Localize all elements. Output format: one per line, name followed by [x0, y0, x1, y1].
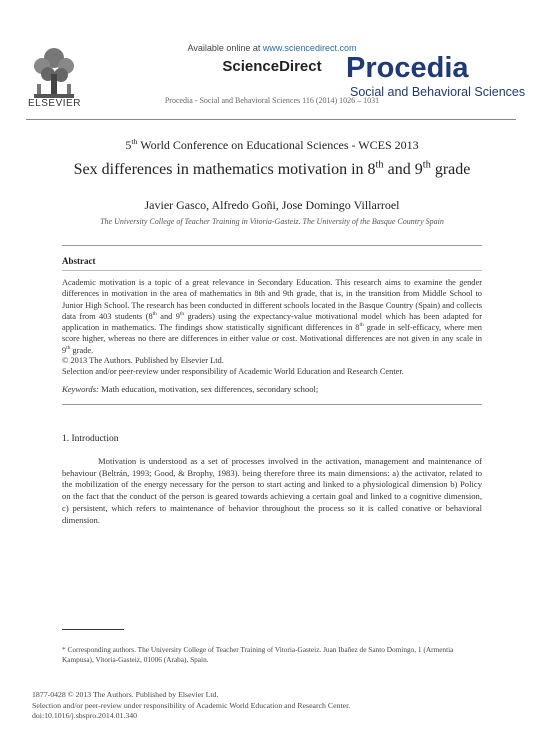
header-divider	[26, 119, 516, 120]
abstract-top-rule	[62, 245, 482, 246]
abstract-heading: Abstract	[62, 256, 96, 266]
section-heading: 1. Introduction	[62, 434, 119, 444]
keywords	[62, 384, 482, 394]
title-sup: th	[375, 159, 384, 171]
abstract-copyright	[62, 355, 482, 378]
abstract-sup: th	[179, 311, 185, 318]
procedia-logo-subtitle: Social and Behavioral Sciences	[350, 85, 526, 99]
title-part: and 9	[383, 161, 423, 178]
abstract-sup: th	[359, 322, 364, 329]
abstract-segment: grade.	[70, 345, 94, 355]
procedia-logo-word: Procedia	[346, 52, 469, 84]
footnote-rule	[62, 629, 124, 630]
abstract-segment: and 9	[156, 311, 180, 321]
sciencedirect-brand: ScienceDirect	[222, 58, 322, 75]
conference-ordinal: th	[131, 137, 138, 146]
authors: Javier Gasco, Alfredo Goñi, Jose Domingo Villarroel	[144, 198, 400, 212]
available-prefix: Available online at	[187, 43, 263, 53]
abstract-sup: th	[152, 311, 157, 318]
section-body: Motivation is understood as a set of processes involved in the activation, management and maintenance of behaviour (Beltrán, 1993; Good, & Brophy, 1983). being therefore three its main dimensions: a) the activator, related to the mobilization of the energy necessary for the person to start acting and linked to a physiological dimension b) Policy on the fact that the conduct of the person is geared towards achieving a certain goal and linked to a cognitive dimension, c) persistent, which refers to maintenance of behavior throughout the process so it is called conative or behavioral dimension.	[62, 456, 482, 525]
abstract-heading-rule	[62, 270, 482, 271]
conference-number: 5	[125, 138, 132, 152]
abstract-segment: Academic motivation is a topic of a great relevance in Secondary Education. This research aims to examine the gender differences in motivation in the area of mathematics in 8th and 9th grade, that is, in the transition from Middle School to Junior High School. The research has been conducted in different schools located in the Basque Country (Spain) and collects data from 403 students (8	[62, 278, 482, 321]
footer-doi[interactable]: doi:10.1016/j.sbspro.2014.01.340	[32, 711, 138, 720]
footer-copyright: 1877-0428 © 2013 The Authors. Published by Elsevier Ltd.	[32, 690, 219, 699]
footer-peer-review: Selection and/or peer-review under responsibility of Academic World Education and Research Center.	[32, 700, 351, 710]
abstract-bottom-rule	[62, 404, 482, 405]
peer-review-line: Selection and/or peer-review under responsibility of Academic World Education and Research Center.	[62, 367, 404, 377]
paper-title	[0, 161, 544, 179]
abstract-text	[62, 277, 482, 356]
footnote: * Corresponding authors. The University College of Teacher Training of Vitoria-Gasteiz. Juan Ibañez de Santo Domingo, 1 (Armentia Kampusa), Vitoria-Gasteiz, 01006 (Araba), Spain.	[62, 645, 454, 664]
conference-line	[0, 138, 544, 153]
abstract-sup: th	[66, 344, 71, 351]
publisher-logo-text: ELSEVIER	[28, 98, 81, 109]
sciencedirect-link[interactable]: www.sciencedirect.com	[262, 43, 357, 53]
keywords-label: Keywords:	[62, 384, 99, 394]
abstract-segment: graders) using the expectancy-value motivational model which has been adapted for application in mathematics. The findings show statistically significant differences in 8	[62, 311, 482, 333]
conference-name: World Conference on Educational Sciences - WCES 2013	[137, 138, 419, 152]
journal-reference: Procedia - Social and Behavioral Sciences 116 (2014) 1026 – 1031	[164, 96, 380, 105]
affiliation: The University College of Teacher Training in Vitoria-Gasteiz. The University of the Basque Country Spain	[100, 217, 444, 226]
abstract-segment: grade in self-efficacy, where men score higher, whereas no there are differences in either value or cost. Motivational differences are not given in any scale in 9	[62, 323, 482, 355]
page-footer	[32, 690, 512, 722]
keywords-list: Math education, motivation, sex differences, secondary school;	[98, 384, 319, 394]
title-sup: th	[422, 159, 431, 171]
title-part: Sex differences in mathematics motivation in 8	[73, 161, 376, 178]
title-part: grade	[430, 161, 471, 178]
copyright-line: © 2013 The Authors. Published by Elsevier Ltd.	[62, 356, 224, 365]
